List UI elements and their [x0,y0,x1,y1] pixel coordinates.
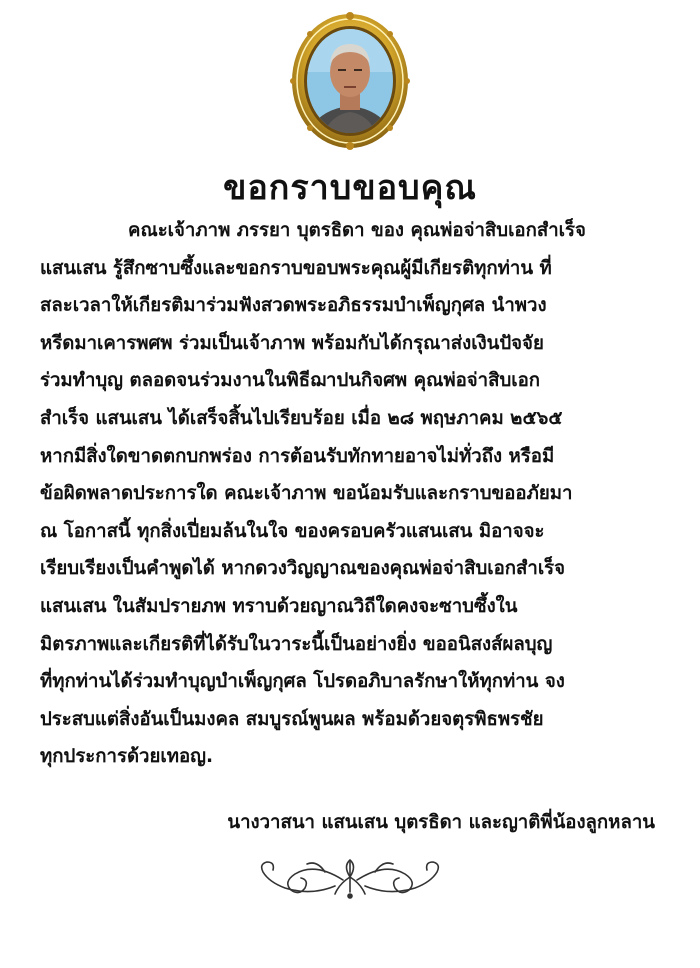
message-line: ณ โอกาสนี้ ทุกสิ่งเปี่ยมล้นในใจ ของครอบครัวแสนเสน มิอาจจะ [40,520,545,542]
message-body [40,212,670,776]
message-line: สละเวลาให้เกียรติมาร่วมฟังสวดพระอภิธรรมบำเพ็ญกุศล นำพวง [40,295,547,317]
message-line: แสนเสน รู้สึกซาบซึ้งและขอกราบขอบพระคุณผู้มีเกียรติทุกท่าน ที่ [40,257,552,279]
message-line: ประสบแต่สิ่งอันเป็นมงคล สมบูรณ์พูนผล พร้อมด้วยจตุรพิธพรชัย [40,708,544,730]
message-line: ข้อผิดพลาดประการใด คณะเจ้าภาพ ขอน้อมรับและกราบขออภัยมา [40,483,573,505]
message-line: ที่ทุกท่านได้ร่วมทำบุญบำเพ็ญกุศล โปรดอภิบาลรักษาให้ทุกท่าน จง [40,671,565,693]
portrait-photo [290,12,410,150]
page-title: ขอกราบขอบคุณ [223,168,477,208]
signature: นางวาสนา แสนเสน บุตรธิดา และญาติพี่น้องลูกหลาน [227,812,655,833]
message-line: มิตรภาพและเกียรติที่ได้รับในวาระนี้เป็นอย่างยิ่ง ขออนิสงส์ผลบุญ [40,633,553,655]
portrait-frame [290,12,410,150]
message-line: สำเร็จ แสนเสน ได้เสร็จสิ้นไปเรียบร้อย เมื่อ ๒๘ พฤษภาคม ๒๕๖๕ [40,407,563,429]
message-line: เรียบเรียงเป็นคำพูดได้ หากดวงวิญญาณของคุณพ่อจ่าสิบเอกสำเร็จ [40,558,566,580]
message-line: ร่วมทำบุญ ตลอดจนร่วมงานในพิธีฌาปนกิจศพ คุณพ่อจ่าสิบเอก [40,370,541,392]
message-line: ทุกประการด้วยเทอญ. [40,746,214,768]
message-line: คณะเจ้าภาพ ภรรยา บุตรธิดา ของ คุณพ่อจ่าสิบเอกสำเร็จ [128,220,586,241]
decorative-flourish-icon [255,852,445,902]
message-line: หรีดมาเคารพศพ ร่วมเป็นเจ้าภาพ พร้อมกับได้กรุณาส่งเงินปัจจัย [40,332,544,354]
message-line: แสนเสน ในสัมปรายภพ ทราบด้วยญาณวิถีใดคงจะซาบซึ้งใน [40,595,518,617]
message-line: หากมีสิ่งใดขาดตกบกพร่อง การต้อนรับทักทายอาจไม่ทั่วถึง หรือมี [40,445,555,467]
